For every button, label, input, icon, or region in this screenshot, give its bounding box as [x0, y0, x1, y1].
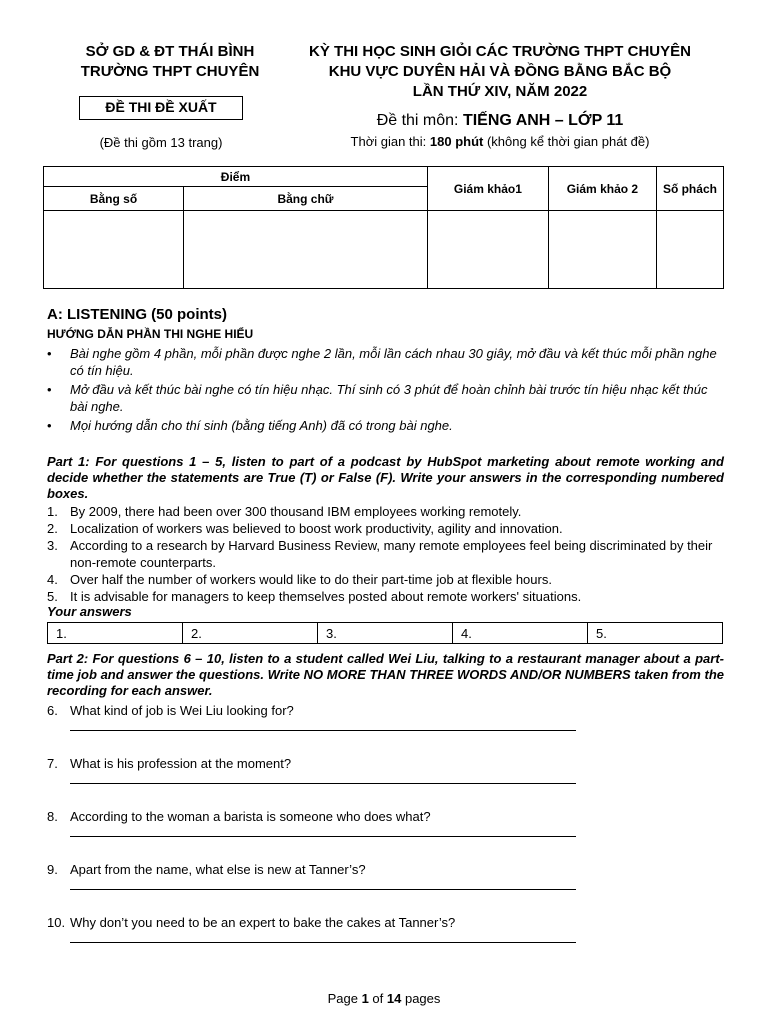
score-header: Điểm	[44, 167, 428, 187]
part1-question-list	[47, 503, 727, 605]
proposed-exam-badge: ĐỀ THI ĐỀ XUẤT	[79, 96, 243, 120]
answer-cell-1[interactable]: 1.	[48, 623, 183, 644]
list-item: 1. By 2009, there had been over 300 thousand IBM employees working remotely.	[47, 504, 522, 519]
score-words-cell[interactable]	[184, 211, 428, 289]
list-item: 4. Over half the number of workers would like to do their part-time job at flexible hours.	[47, 572, 552, 587]
exam-title-line3: LẦN THỨ XIV, NĂM 2022	[412, 83, 588, 100]
score-words-header: Bằng chữ	[184, 187, 428, 211]
subject-value: TIẾNG ANH – LỚP 11	[462, 112, 624, 129]
list-item: 5. It is advisable for managers to keep themselves posted about remote workers' situations.	[47, 589, 582, 604]
examiner1-cell[interactable]	[427, 211, 548, 289]
answer-line-6[interactable]	[70, 730, 576, 731]
examiner2-header: Giám khảo 2	[548, 167, 656, 211]
exam-title-line1: KỲ THI HỌC SINH GIỎI CÁC TRƯỜNG THPT CHUYÊN	[309, 43, 691, 60]
time-value: 180 phút	[429, 134, 484, 149]
answer-table	[47, 622, 723, 644]
exam-duration	[280, 134, 720, 149]
guideline-item: • Bài nghe gồm 4 phần, mỗi phần được nghe 2 lần, mỗi lần cách nhau 30 giây, mở đầu và kết thúc mỗi phần nghe có tín hiệu.	[47, 345, 727, 379]
score-number-cell[interactable]	[44, 211, 184, 289]
page-footer: Page 1 of 14 pages	[327, 991, 441, 1006]
answer-cell-4[interactable]: 4.	[453, 623, 588, 644]
score-table	[43, 166, 724, 289]
answer-line-8[interactable]	[70, 836, 576, 837]
answer-cell-2[interactable]: 2.	[183, 623, 318, 644]
list-item: 3. According to a research by Harvard Business Review, many remote employees feel being discriminated by their non-remote counterparts.	[47, 538, 713, 570]
page-total: 14	[386, 991, 402, 1006]
part2-instruction: Part 2: For questions 6 – 10, listen to a student called Wei Liu, talking to a restaurant manager about a part-time job and answer the questions. Write NO MORE THAN THREE WORDS AND/OR NUMBERS taken from the recording for each answer.	[47, 651, 724, 698]
time-label: Thời gian thi:	[350, 134, 430, 149]
examiner2-cell[interactable]	[548, 211, 656, 289]
list-item: 2. Localization of workers was believed to boost work productivity, agility and innovation.	[47, 521, 563, 536]
answer-cell-3[interactable]: 3.	[318, 623, 453, 644]
subject-label: Đề thi môn:	[376, 112, 463, 129]
examiner1-header: Giám khảo1	[427, 167, 548, 211]
exam-header	[280, 42, 720, 102]
school-header	[40, 42, 300, 82]
score-number-header: Bằng số	[44, 187, 184, 211]
exam-subject	[280, 112, 720, 130]
guideline-item: • Mọi hướng dẫn cho thí sinh (bằng tiếng Anh) đã có trong bài nghe.	[47, 417, 727, 434]
answer-line-10[interactable]	[70, 942, 576, 943]
page-number: 1	[361, 991, 369, 1006]
part1-instruction: Part 1: For questions 1 – 5, listen to part of a podcast by HubSpot marketing about remote working and decide whether the statements are True (T) or False (F). Write your answers in the corresponding numbered boxes.	[47, 454, 724, 501]
your-answers-label: Your answers	[47, 604, 132, 619]
code-header: Số phách	[656, 167, 723, 211]
school-name: TRƯỜNG THPT CHUYÊN	[80, 63, 260, 80]
answer-line-7[interactable]	[70, 783, 576, 784]
exam-title-line2: KHU VỰC DUYÊN HẢI VÀ ĐỒNG BẰNG BẮC BỘ	[328, 63, 672, 80]
guideline-item: • Mở đầu và kết thúc bài nghe có tín hiệu nhạc. Thí sinh có 3 phút để hoàn chỉnh bài trước tín hiệu nhạc kết thúc bài nghe.	[47, 381, 727, 415]
answer-line-9[interactable]	[70, 889, 576, 890]
answer-cell-5[interactable]: 5.	[588, 623, 723, 644]
section-subtitle: HƯỚNG DẪN PHẦN THI NGHE HIỂU	[47, 327, 254, 341]
pages-note: (Đề thi gồm 13 trang)	[99, 135, 223, 150]
section-title: A: LISTENING (50 points)	[47, 306, 227, 323]
guideline-list	[47, 345, 727, 436]
time-note: (không kể thời gian phát đề)	[483, 134, 650, 149]
department-name: SỞ GD & ĐT THÁI BÌNH	[85, 43, 255, 60]
code-cell[interactable]	[656, 211, 723, 289]
